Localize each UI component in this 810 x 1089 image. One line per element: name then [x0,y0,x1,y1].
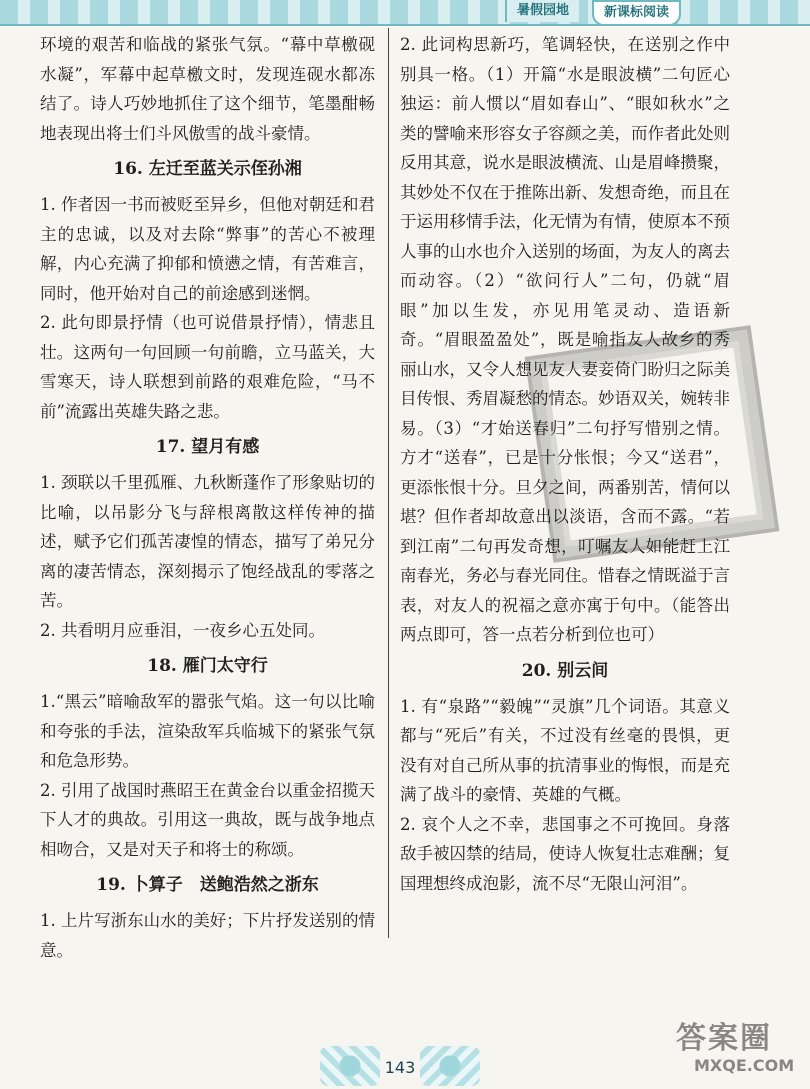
answer-paragraph: 2. 共看明月应垂泪，一夜乡心五处同。 [40,620,325,640]
column-divider [388,28,389,938]
footer-ornament-right [420,1046,480,1086]
left-column [40,30,375,965]
answer-paragraph: 1.“黑云”暗喻敌军的嚣张气焰。这一句以比喻和夸张的手法，渲染敌军兵临城下的紧张气氛和危急形势。 [40,692,375,770]
answer-paragraph: 2. 引用了战国时燕昭王在黄金台以重金招揽天下人才的典故。引用这一典故，既与战争地点相吻合，又是对天子和将士的称颂。 [40,780,375,859]
answer-paragraph: 1. 作者因一书而被贬至异乡，但他对朝廷和君主的忠诚，以及对去除“弊事”的苦心不被理解，内心充满了抑郁和愤懑之情，有苦难言，同时，他开始对自己的前途感到迷惘。 [40,195,375,303]
section-heading: 20. 别云间 [521,660,609,681]
answer-paragraph: 2. 哀个人之不幸，悲国事之不可挽回。身落敌手被囚禁的结局，使诗人恢复壮志难酬；复国理想终成泡影，流不尽“无限山河泪”。 [400,814,730,893]
answer-paragraph: 1. 上片写浙东山水的美好；下片抒发送别的情意。 [40,911,375,960]
watermark-title: 答案圈 [676,1021,772,1056]
right-column [400,30,730,898]
watermark-url: MXQE.COM [694,1056,795,1075]
header-decoration [0,0,810,26]
answer-paragraph: 环境的艰苦和临战的紧张气氛。“幕中草檄砚水凝”，军幕中起草檄文时，发现连砚水都冻结了。诗人巧妙地抓住了这个细节，笔墨酣畅地表现出将士们斗风傲雪的战斗豪情。 [40,35,375,143]
section-heading: 18. 雁门太守行 [147,656,268,676]
section-heading: 19. 卜算子 送鲍浩然之浙东 [96,875,319,895]
answer-paragraph: 2. 此句即景抒情（也可说借景抒情），情悲且壮。这两句一句回顾一句前瞻，立马蓝关，大雪寒天，诗人联想到前路的艰难危险，“马不前”流露出英雄失路之悲。 [40,313,375,421]
answer-paragraph: 2. 此词构思新巧，笔调轻快，在送别之作中别具一格。（1）开篇“水是眼波横”二句匠心独运：前人惯以“眉如春山”、“眼如秋水”之类的譬喻来形容女子容颜之美，而作者此处则反用其意，说水是眼波横流、山是眉峰攒聚，其妙处不仅在于推陈出新、发想奇绝，而且在于运用移情手法，化无情为有情，使原本不预人事的山水也介入送别的场面，为友人的离去而动容。（2）“欲问行人”二句，仍就“眉眼”加以生发，亦见用笔灵动、造语新奇。“眉眼盈盈处”，既是喻指友人故乡的秀丽山水，又令人想见友人妻妾倚门盼归之际美目传恨、秀眉凝愁的情态。妙语双关，婉转非易。（3）“才始送春归”二句抒写惜别之情。方才“送春”，已是十分怅恨；今又“送君”，更添怅恨十分。旦夕之间，两番别苦，情何以堪？但作者却故意出以淡语，含而不露。“若到江南”二句再发奇想，叮嘱友人如能赶上江南春光，务必与春光同住。惜春之情既溢于言表，对友人的祝福之意亦寓于句中。（能答出两点即可，答一点若分析到位也可） [400,35,730,644]
answer-paragraph: 1. 颈联以千里孤雁、九秋断蓬作了形象贴切的比喻，以吊影分飞与辞根离散这样传神的描述，赋予它们孤苦凄惶的情态，描写了弟兄分离的凄苦情态，深刻揭示了饱经战乱的零落之苦。 [40,473,375,610]
section-heading: 17. 望月有感 [155,437,260,457]
page-number: 143 [384,1058,416,1077]
section-heading: 16. 左迁至蓝关示侄孙湘 [113,159,302,179]
site-watermark-logo [676,1022,800,1082]
answer-paragraph: 1. 有“泉路”“毅魄”“灵旗”几个词语。其意义都与“死后”有关，不过没有丝毫的畏惧，更没有对自己所从事的抗清事业的悔恨，而是充满了战斗的豪情、英雄的气概。 [400,696,730,804]
header-tag-series: 暑假园地 [505,0,579,22]
header-tag-book: 新课标阅读 [592,0,681,26]
